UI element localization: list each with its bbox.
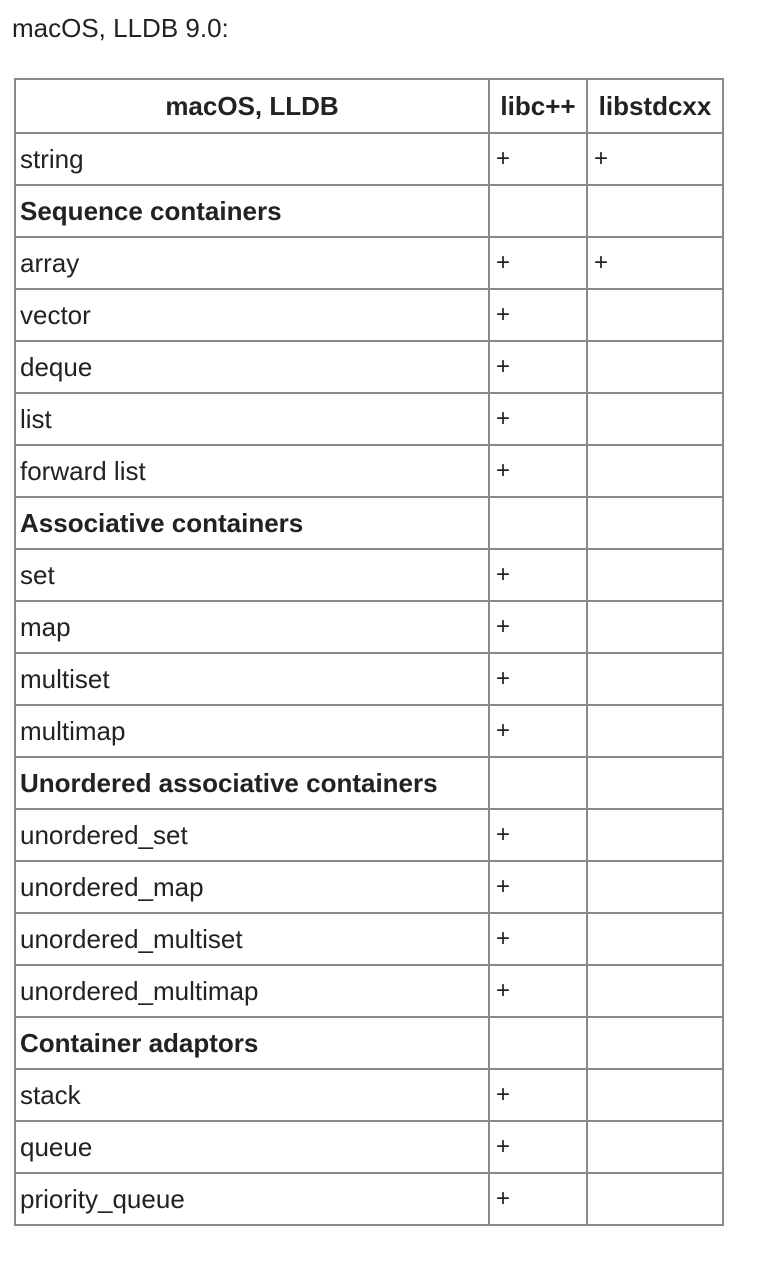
table-body xyxy=(15,133,723,1225)
table-row xyxy=(15,809,723,861)
libstdcxx-support xyxy=(587,601,723,653)
table-row xyxy=(15,1121,723,1173)
table-row xyxy=(15,1069,723,1121)
section-title: Unordered associative containers xyxy=(15,757,489,809)
row-name: stack xyxy=(15,1069,489,1121)
row-name: vector xyxy=(15,289,489,341)
row-name: unordered_map xyxy=(15,861,489,913)
table-row xyxy=(15,237,723,289)
libstdcxx-support xyxy=(587,757,723,809)
table-row xyxy=(15,601,723,653)
row-name: list xyxy=(15,393,489,445)
libstdcxx-support xyxy=(587,809,723,861)
section-title: Sequence containers xyxy=(15,185,489,237)
libcxx-support: + xyxy=(489,965,587,1017)
column-header-libstdcxx: libstdcxx xyxy=(587,79,723,133)
libstdcxx-support xyxy=(587,653,723,705)
libstdcxx-support: + xyxy=(587,133,723,185)
libcxx-support: + xyxy=(489,809,587,861)
libcxx-support: + xyxy=(489,601,587,653)
libstdcxx-support xyxy=(587,913,723,965)
page-heading: macOS, LLDB 9.0: xyxy=(12,13,229,43)
table-row xyxy=(15,133,723,185)
table-header-row xyxy=(15,79,723,133)
table-row xyxy=(15,1173,723,1225)
libcxx-support xyxy=(489,497,587,549)
libstdcxx-support xyxy=(587,861,723,913)
libstdcxx-support xyxy=(587,185,723,237)
libcxx-support: + xyxy=(489,861,587,913)
libstdcxx-support xyxy=(587,289,723,341)
row-name: set xyxy=(15,549,489,601)
libcxx-support: + xyxy=(489,1069,587,1121)
section-title: Container adaptors xyxy=(15,1017,489,1069)
libstdcxx-support xyxy=(587,1017,723,1069)
libcxx-support: + xyxy=(489,445,587,497)
table-row xyxy=(15,861,723,913)
row-name: deque xyxy=(15,341,489,393)
libcxx-support: + xyxy=(489,341,587,393)
libstdcxx-support: + xyxy=(587,237,723,289)
section-row xyxy=(15,497,723,549)
libcxx-support: + xyxy=(489,913,587,965)
section-row xyxy=(15,757,723,809)
libstdcxx-support xyxy=(587,497,723,549)
row-name: unordered_multimap xyxy=(15,965,489,1017)
row-name: multimap xyxy=(15,705,489,757)
section-title: Associative containers xyxy=(15,497,489,549)
row-name: unordered_multiset xyxy=(15,913,489,965)
libcxx-support: + xyxy=(489,237,587,289)
libcxx-support: + xyxy=(489,653,587,705)
table-row xyxy=(15,341,723,393)
libstdcxx-support xyxy=(587,393,723,445)
table-row xyxy=(15,913,723,965)
row-name: string xyxy=(15,133,489,185)
libcxx-support: + xyxy=(489,133,587,185)
libcxx-support: + xyxy=(489,705,587,757)
libstdcxx-support xyxy=(587,445,723,497)
table-row xyxy=(15,289,723,341)
table-row xyxy=(15,653,723,705)
libcxx-support xyxy=(489,757,587,809)
row-name: unordered_set xyxy=(15,809,489,861)
row-name: priority_queue xyxy=(15,1173,489,1225)
libcxx-support: + xyxy=(489,549,587,601)
libcxx-support: + xyxy=(489,393,587,445)
row-name: multiset xyxy=(15,653,489,705)
libcxx-support: + xyxy=(489,1121,587,1173)
libstdcxx-support xyxy=(587,1069,723,1121)
libstdcxx-support xyxy=(587,549,723,601)
libcxx-support: + xyxy=(489,1173,587,1225)
table-row xyxy=(15,445,723,497)
row-name: map xyxy=(15,601,489,653)
row-name: array xyxy=(15,237,489,289)
libstdcxx-support xyxy=(587,965,723,1017)
table-row xyxy=(15,393,723,445)
row-name: forward list xyxy=(15,445,489,497)
column-header-libcxx: libc++ xyxy=(489,79,587,133)
libstdcxx-support xyxy=(587,1173,723,1225)
row-name: queue xyxy=(15,1121,489,1173)
section-row xyxy=(15,1017,723,1069)
support-table xyxy=(14,78,724,1226)
column-header-platform: macOS, LLDB xyxy=(15,79,489,133)
libcxx-support xyxy=(489,185,587,237)
libstdcxx-support xyxy=(587,705,723,757)
libstdcxx-support xyxy=(587,341,723,393)
table-row xyxy=(15,965,723,1017)
libcxx-support: + xyxy=(489,289,587,341)
libstdcxx-support xyxy=(587,1121,723,1173)
table-row xyxy=(15,549,723,601)
table-row xyxy=(15,705,723,757)
section-row xyxy=(15,185,723,237)
libcxx-support xyxy=(489,1017,587,1069)
